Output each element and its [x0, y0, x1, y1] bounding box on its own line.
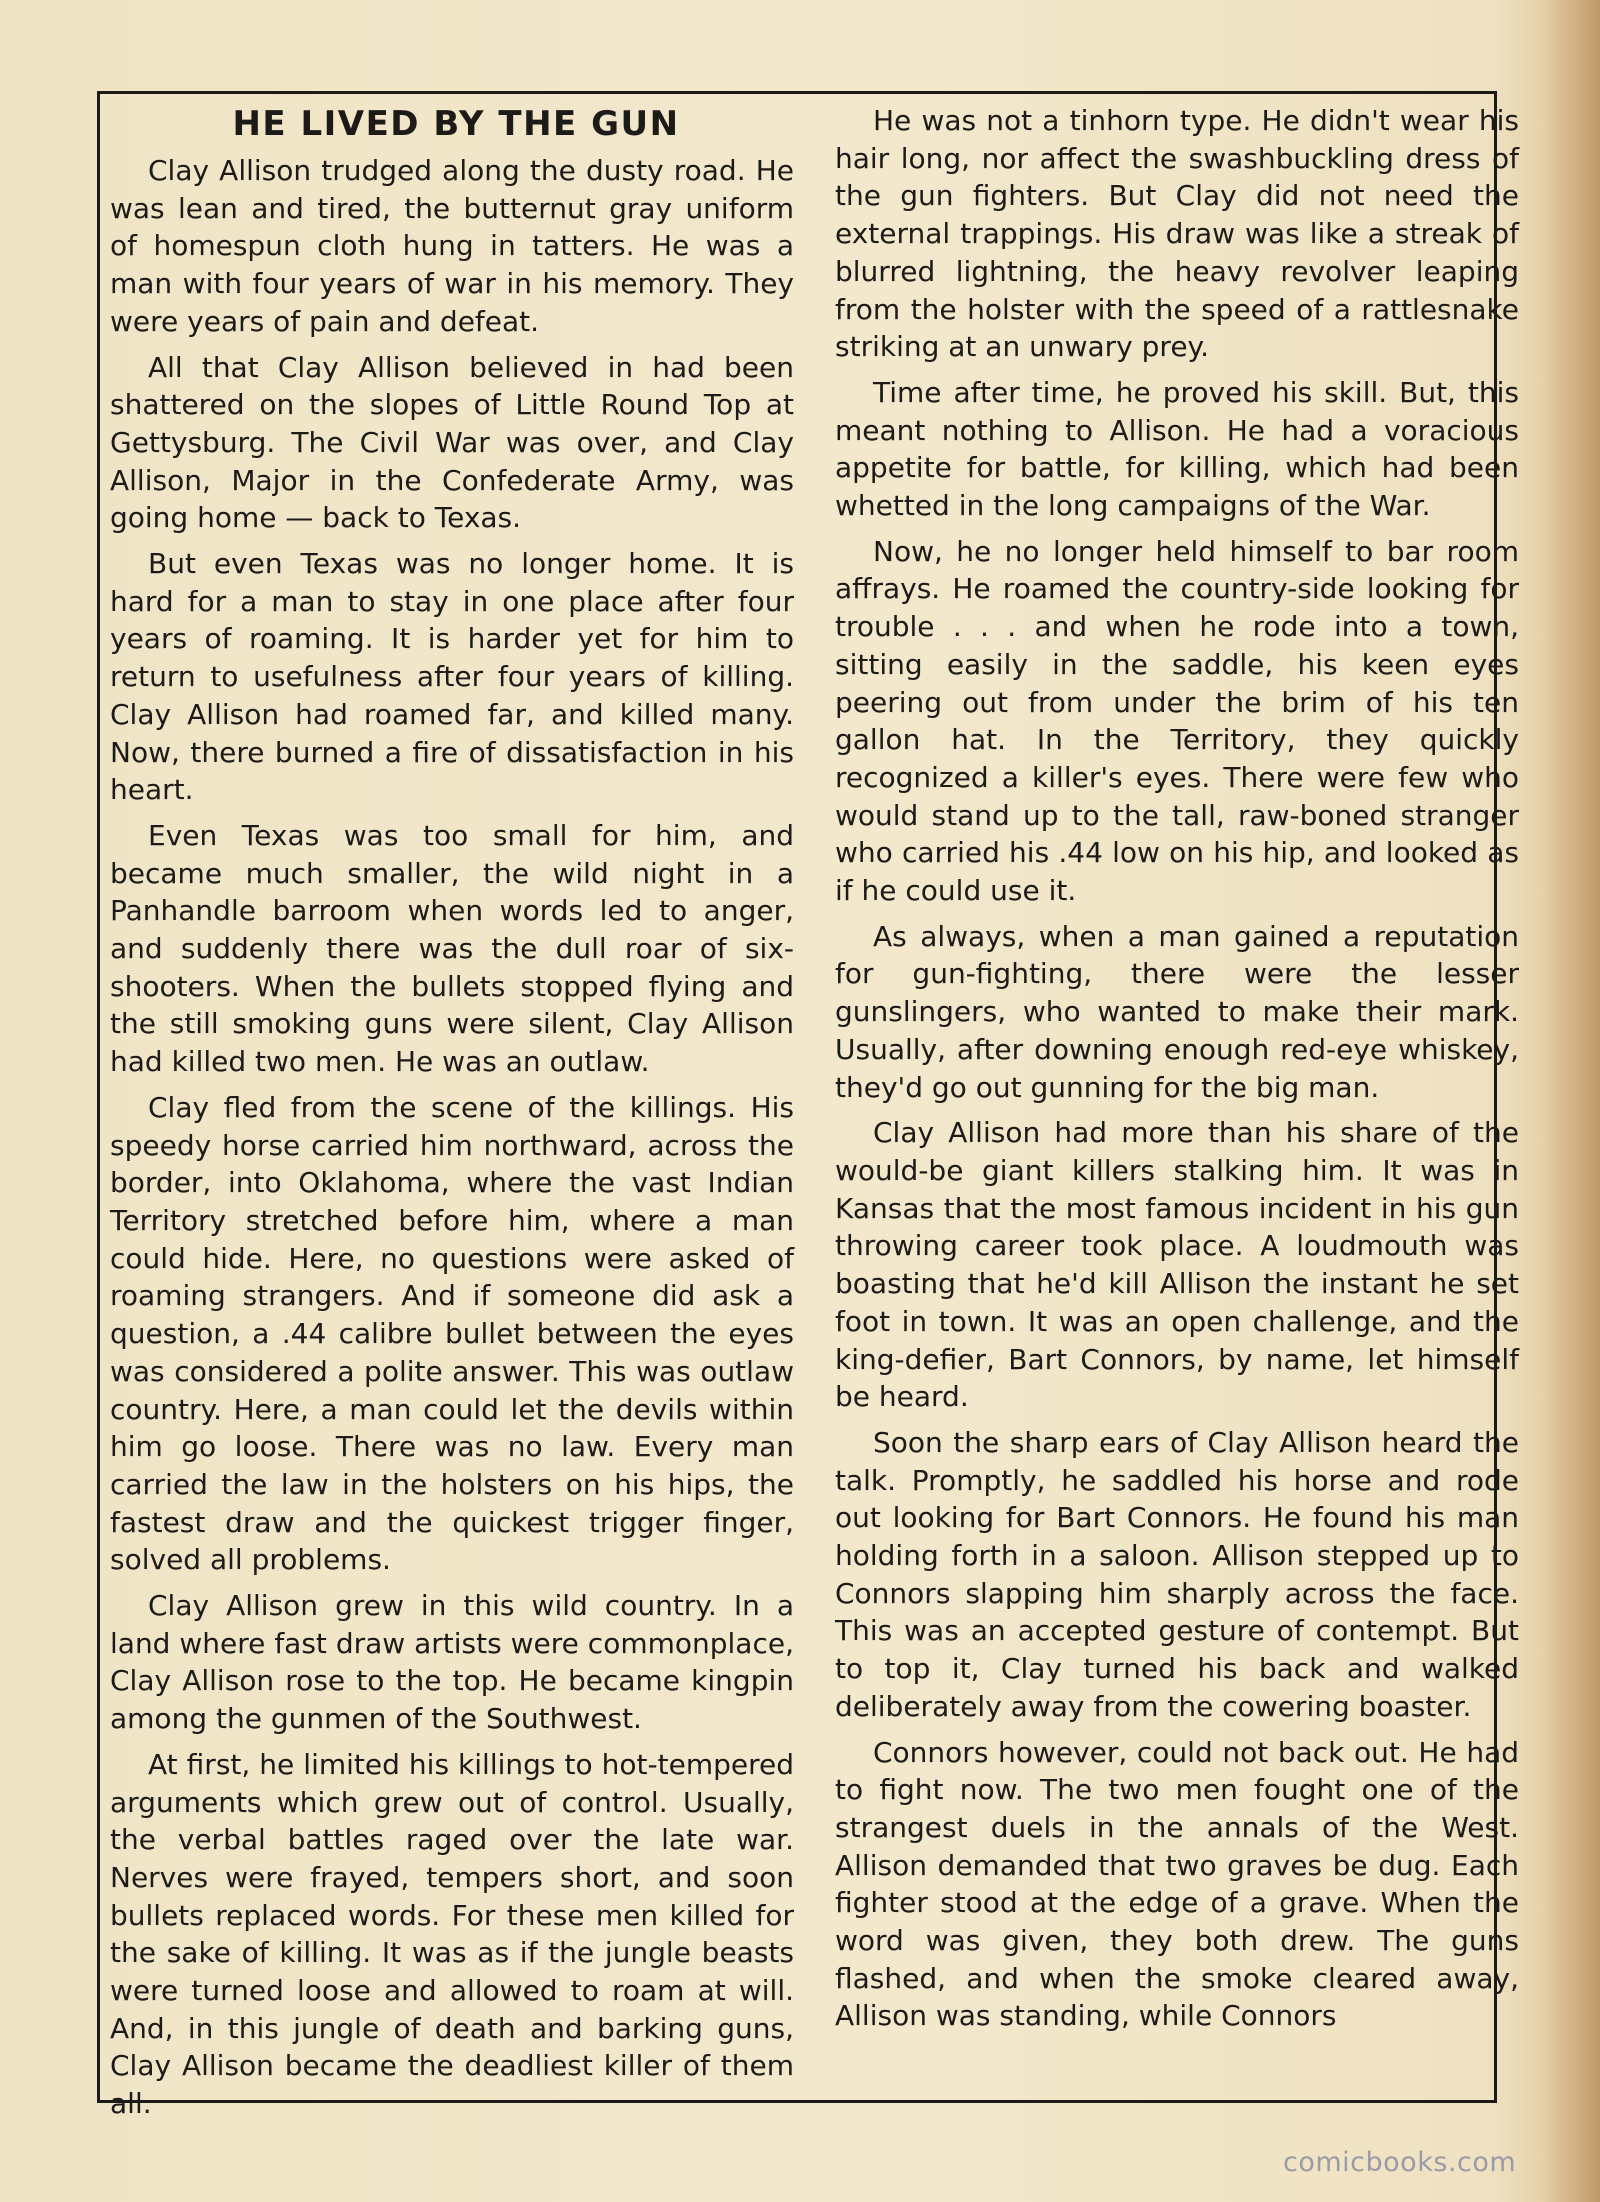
article-frame: [97, 91, 1519, 2121]
right-column: [835, 102, 1519, 2043]
left-column: [110, 102, 794, 2131]
page-spine-shadow: [1540, 0, 1600, 2202]
paragraph: At first, he limited his killings to hot-tempered arguments which grew out of control. Usually, the verbal battles raged over the late war. Nerves were frayed, tempers short, and soon bullets replaced words. For these men killed for the sake of killing. It was as if the jungle beasts were turned loose and allowed to roam at will. And, in this jungle of death and barking guns, Clay Allison became the deadliest killer of them all.: [110, 1747, 794, 2121]
paragraph: He was not a tinhorn type. He didn't wear his hair long, nor affect the swashbuckling dress of the gun fighters. But Clay did not need the external trappings. His draw was like a streak of blurred lightning, the heavy revolver leaping from the holster with the speed of a rattlesnake striking at an unwary prey.: [835, 104, 1519, 364]
paragraph: Even Texas was too small for him, and became much smaller, the wild night in a Panhandle barroom when words led to anger, and suddenly there was the dull roar of six-shooters. When the bullets stopped flying and the still smoking guns were silent, Clay Allison had killed two men. He was an outlaw.: [110, 818, 794, 1079]
paragraph: Soon the sharp ears of Clay Allison heard the talk. Promptly, he saddled his horse and rode out looking for Bart Connors. He found his man holding forth in a saloon. Allison stepped up to Connors slapping him sharply across the face. This was an accepted gesture of contempt. But to top it, Clay turned his back and walked deliberately away from the cowering boaster.: [835, 1425, 1519, 1723]
watermark: comicbooks.com: [1283, 2147, 1517, 2178]
paragraph: Time after time, he proved his skill. But, this meant nothing to Allison. He had a voracious appetite for battle, for killing, which had been whetted in the long campaigns of the War.: [835, 375, 1519, 523]
paragraph: Clay Allison had more than his share of the would-be giant killers stalking him. It was in Kansas that the most famous incident in his gun throwing career took place. A loudmouth was boasting that he'd kill Allison the instant he set foot in town. It was an open challenge, and the king-defier, Bart Connors, by name, let himself be heard.: [835, 1116, 1519, 1414]
article-title: HE LIVED BY THE GUN: [232, 104, 680, 144]
paragraph: All that Clay Allison believed in had been shattered on the slopes of Little Round Top at Gettysburg. The Civil War was over, and Clay Allison, Major in the Confederate Army, was going home — back to Texas.: [110, 350, 794, 535]
paragraph: Now, he no longer held himself to bar room affrays. He roamed the country-side looking for trouble . . . and when he rode into a town, sitting easily in the saddle, his keen eyes peering out from under the brim of his ten gallon hat. In the Territory, they quickly recognized a killer's eyes. There were few who would stand up to the tall, raw-boned stranger who carried his .44 low on his hip, and looked as if he could use it.: [835, 534, 1519, 908]
paragraph: As always, when a man gained a reputation for gun-fighting, there were the lesser gunslingers, who wanted to make their mark. Usually, after downing enough red-eye whiskey, they'd go out gunning for the big man.: [835, 919, 1519, 1104]
paragraph: Clay fled from the scene of the killings. His speedy horse carried him northward, across the border, into Oklahoma, where the vast Indian Territory stretched before him, where a man could hide. Here, no questions were asked of roaming strangers. And if someone did ask a question, a .44 calibre bullet between the eyes was considered a polite answer. This was outlaw country. Here, a man could let the devils within him go loose. There was no law. Every man carried the law in the holsters on his hips, the fastest draw and the quickest trigger finger, solved all problems.: [110, 1090, 794, 1577]
paragraph: Clay Allison grew in this wild country. In a land where fast draw artists were commonplace, Clay Allison rose to the top. He became kingpin among the gunmen of the Southwest.: [110, 1589, 794, 1736]
paragraph: Clay Allison trudged along the dusty road. He was lean and tired, the butternut gray uniform of homespun cloth hung in tatters. He was a man with four years of war in his memory. They were years of pain and defeat.: [110, 154, 794, 338]
paragraph: But even Texas was no longer home. It is hard for a man to stay in one place after four years of roaming. It is harder yet for him to return to usefulness after four years of killing. Clay Allison had roamed far, and killed many. Now, there burned a fire of dissatisfaction in his heart.: [110, 547, 794, 807]
paragraph: Connors however, could not back out. He had to fight now. The two men fought one of the strangest duels in the annals of the West. Allison demanded that two graves be dug. Each fighter stood at the edge of a grave. When the word was given, they both drew. The guns flashed, and when the smoke cleared away, Allison was standing, while Connors: [835, 1735, 1519, 2033]
